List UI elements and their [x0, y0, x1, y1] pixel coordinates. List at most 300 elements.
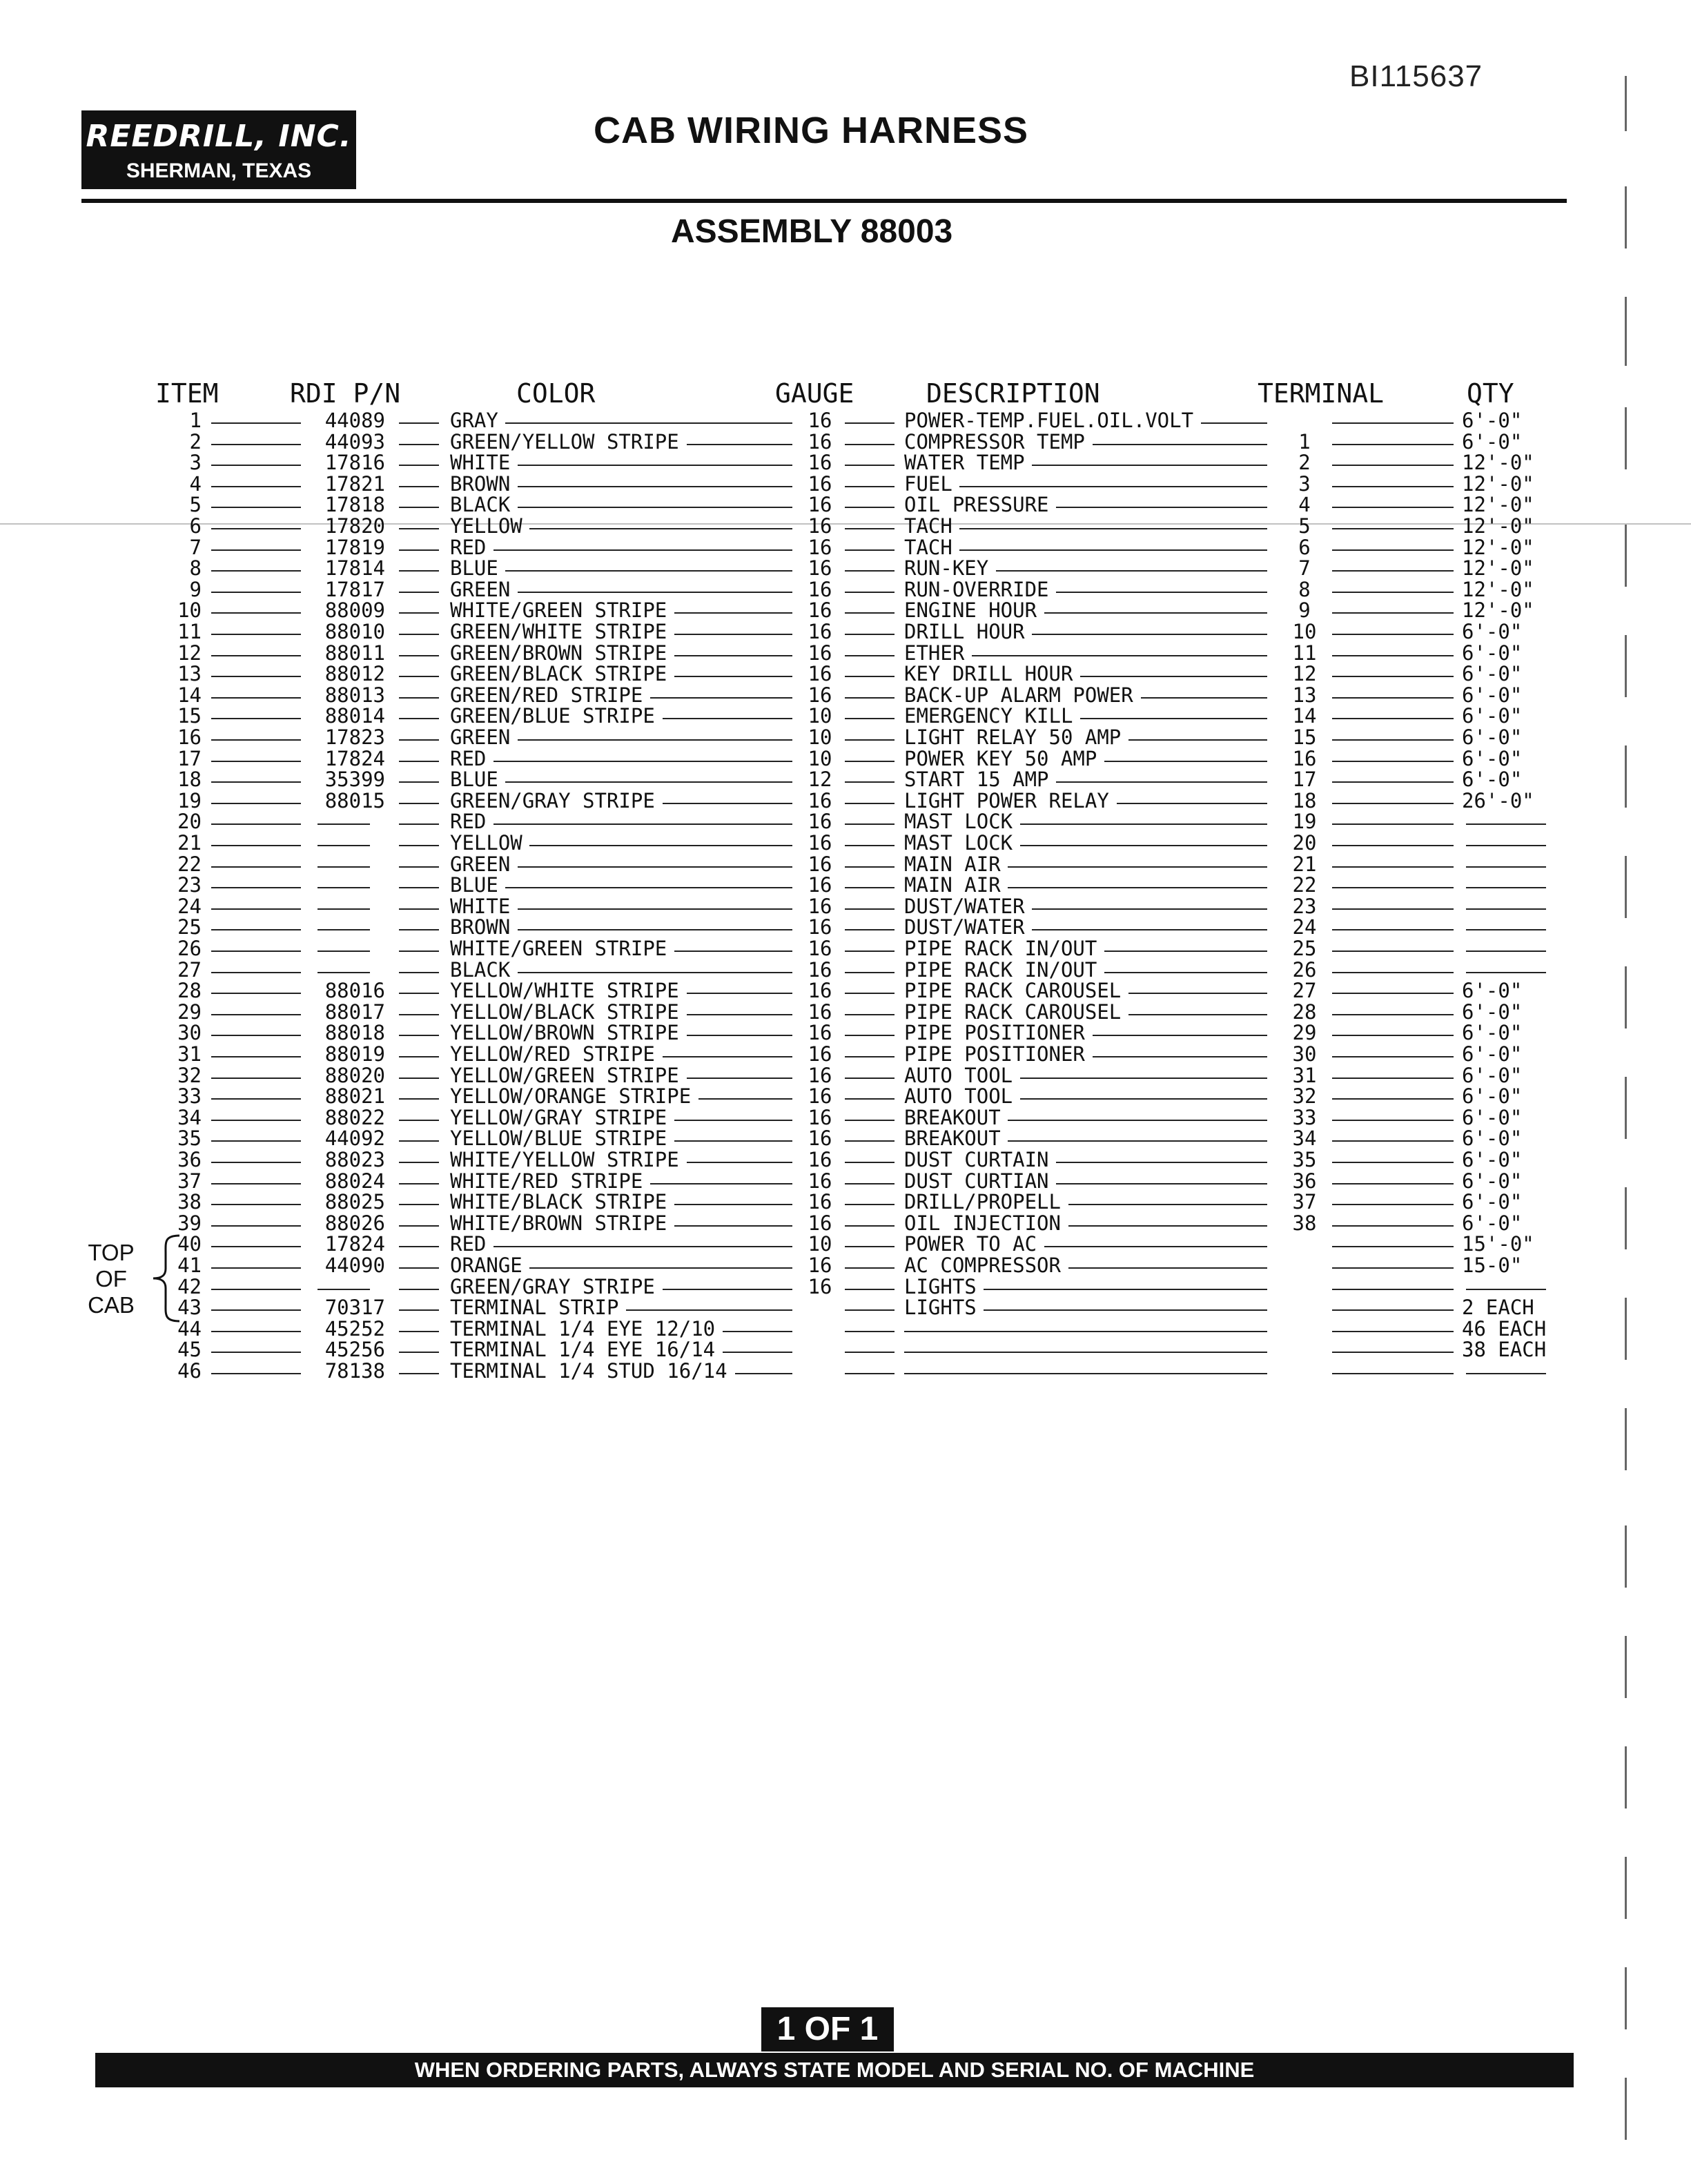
row-description: BREAKOUT	[904, 1105, 1001, 1129]
row-leader	[1068, 1267, 1268, 1269]
row-item-number: 6	[189, 514, 202, 538]
row-leader	[211, 1162, 301, 1163]
row-leader	[687, 1162, 793, 1163]
row-qty: 6'-0"	[1462, 1042, 1523, 1066]
row-terminal: 2	[1298, 451, 1311, 475]
row-leader	[1466, 823, 1546, 825]
row-leader	[211, 1309, 301, 1311]
row-leader	[1020, 823, 1268, 825]
row-leader	[399, 1373, 439, 1374]
row-part-number: 88017	[324, 1000, 385, 1024]
company-location: SHERMAN, TEXAS	[126, 159, 312, 182]
row-leader	[1020, 1098, 1268, 1100]
row-leader	[1080, 718, 1267, 719]
row-leader	[518, 507, 793, 508]
row-leader	[1332, 676, 1454, 677]
row-color: GREEN/YELLOW STRIPE	[450, 429, 679, 454]
row-terminal: 36	[1292, 1169, 1317, 1193]
row-item-number: 28	[177, 979, 202, 1003]
row-description: AUTO TOOL	[904, 1084, 1013, 1109]
row-color: RED	[450, 746, 487, 770]
footer-notice: WHEN ORDERING PARTS, ALWAYS STATE MODEL AND SERIAL NO. OF MACHINE	[95, 2053, 1574, 2087]
row-terminal: 12	[1292, 662, 1317, 686]
row-description: ETHER	[904, 641, 965, 665]
row-qty: 6'-0"	[1462, 704, 1523, 728]
row-gauge: 16	[808, 1063, 832, 1087]
row-item-number: 14	[177, 683, 202, 707]
row-leader	[845, 634, 895, 635]
header-terminal: TERMINAL	[1258, 378, 1385, 409]
row-color: TERMINAL 1/4 STUD 16/14	[450, 1359, 727, 1383]
row-color: YELLOW/GREEN STRIPE	[450, 1063, 679, 1087]
row-leader	[1332, 866, 1454, 868]
row-terminal: 27	[1292, 979, 1317, 1003]
row-leader	[399, 823, 439, 825]
row-terminal	[1277, 1234, 1332, 1254]
row-leader	[1093, 444, 1268, 445]
row-color: YELLOW/BLUE STRIPE	[450, 1127, 667, 1151]
row-leader	[493, 761, 793, 762]
row-leader	[1332, 1078, 1454, 1079]
row-leader	[1332, 887, 1454, 888]
row-item-number: 8	[189, 556, 202, 581]
row-color: BLUE	[450, 556, 498, 581]
row-description: ENGINE HOUR	[904, 598, 1037, 623]
row-qty	[1462, 875, 1565, 895]
row-color: BLACK	[450, 957, 511, 982]
row-leader	[211, 1035, 301, 1036]
row-leader	[317, 845, 370, 846]
row-leader	[1466, 1373, 1546, 1374]
row-leader	[505, 422, 792, 424]
row-color: TERMINAL STRIP	[450, 1296, 619, 1320]
row-leader	[845, 549, 895, 551]
row-leader	[211, 507, 301, 508]
row-leader	[399, 739, 439, 741]
row-leader	[505, 887, 792, 888]
row-color: GREEN/BLACK STRIPE	[450, 662, 667, 686]
row-leader	[1466, 1289, 1546, 1290]
row-leader	[663, 803, 793, 804]
header-item: ITEM	[155, 378, 219, 409]
row-leader	[1128, 739, 1267, 741]
row-color: GREEN/GRAY STRIPE	[450, 788, 655, 812]
row-gauge: 16	[808, 493, 832, 517]
row-qty: 6'-0"	[1462, 1021, 1523, 1045]
row-leader	[1128, 1014, 1267, 1015]
row-part-number: 88020	[324, 1063, 385, 1087]
row-leader	[845, 781, 895, 783]
row-gauge: 16	[808, 810, 832, 834]
row-leader	[1466, 908, 1546, 910]
row-leader	[1032, 465, 1267, 466]
row-leader	[1332, 1246, 1454, 1247]
row-leader	[1332, 908, 1454, 910]
row-gauge: 16	[808, 894, 832, 918]
row-leader	[1332, 1309, 1454, 1311]
row-leader	[518, 465, 793, 466]
row-leader	[211, 845, 301, 846]
row-leader	[211, 422, 301, 424]
row-color: YELLOW	[450, 831, 522, 855]
row-leader	[1466, 950, 1546, 952]
row-color: TERMINAL 1/4 EYE 12/10	[450, 1316, 716, 1340]
row-part-number	[304, 854, 385, 875]
row-gauge: 16	[808, 1084, 832, 1109]
row-qty: 15-0"	[1462, 1254, 1523, 1277]
row-color: YELLOW/GRAY STRIPE	[450, 1105, 667, 1129]
row-leader	[518, 929, 793, 930]
row-leader	[1332, 1140, 1454, 1142]
document-id: BI115637	[1349, 59, 1483, 93]
row-leader	[1056, 1183, 1267, 1184]
row-leader	[845, 950, 895, 952]
row-description: DUST/WATER	[904, 915, 1025, 939]
row-leader	[399, 866, 439, 868]
row-leader	[687, 444, 793, 445]
row-terminal: 11	[1292, 641, 1317, 665]
row-leader	[845, 718, 895, 719]
row-leader	[399, 422, 439, 424]
row-leader	[211, 1140, 301, 1142]
row-leader	[1141, 697, 1268, 699]
group-brace	[138, 1233, 186, 1324]
row-leader	[317, 823, 370, 825]
row-leader	[845, 1267, 895, 1269]
row-leader	[845, 444, 895, 445]
row-leader	[845, 739, 895, 741]
row-qty	[1462, 1276, 1565, 1297]
row-leader	[723, 1352, 792, 1353]
row-leader	[663, 1289, 793, 1290]
row-color: GREEN/RED STRIPE	[450, 683, 643, 707]
row-leader	[845, 887, 895, 888]
row-terminal: 8	[1298, 577, 1311, 601]
row-leader	[1332, 634, 1454, 635]
row-qty: 12'-0"	[1462, 493, 1534, 517]
row-leader	[984, 1309, 1267, 1311]
row-leader	[317, 908, 370, 910]
row-gauge: 16	[808, 451, 832, 475]
row-leader	[845, 592, 895, 593]
row-gauge: 16	[808, 915, 832, 939]
row-leader	[1080, 676, 1267, 677]
row-gauge: 10	[808, 725, 832, 749]
row-description: POWER TO AC	[904, 1232, 1037, 1256]
row-item-number: 35	[177, 1127, 202, 1151]
row-leader	[1332, 761, 1454, 762]
row-terminal: 26	[1292, 957, 1317, 982]
row-description: LIGHT POWER RELAY	[904, 788, 1109, 812]
row-leader	[845, 570, 895, 572]
row-leader	[1020, 1078, 1268, 1079]
row-gauge: 16	[808, 937, 832, 960]
row-leader	[650, 1183, 792, 1184]
row-qty: 12'-0"	[1462, 598, 1534, 623]
row-leader	[984, 1289, 1267, 1290]
row-leader	[845, 1309, 895, 1311]
row-color: YELLOW/WHITE STRIPE	[450, 979, 679, 1003]
row-part-number: 88023	[324, 1148, 385, 1171]
row-leader	[1128, 993, 1267, 994]
row-gauge: 16	[808, 1274, 832, 1298]
row-gauge: 16	[808, 1190, 832, 1214]
row-leader	[1032, 929, 1267, 930]
row-part-number	[304, 938, 385, 959]
row-leader	[493, 823, 793, 825]
row-leader	[1332, 1267, 1454, 1269]
row-leader	[317, 887, 370, 888]
row-leader	[1056, 592, 1267, 593]
row-leader	[399, 929, 439, 930]
row-leader	[845, 528, 895, 529]
row-color: GREEN	[450, 577, 511, 601]
row-leader	[1332, 1183, 1454, 1184]
row-description: RUN-OVERRIDE	[904, 577, 1049, 601]
row-qty: 6'-0"	[1462, 746, 1523, 770]
row-leader	[1104, 950, 1267, 952]
row-leader	[1332, 507, 1454, 508]
row-color: TERMINAL 1/4 EYE 16/14	[450, 1338, 716, 1362]
row-qty: 6'-0"	[1462, 1148, 1523, 1171]
row-leader	[211, 612, 301, 614]
row-description	[904, 1361, 1263, 1381]
row-part-number	[304, 959, 385, 980]
row-leader	[317, 950, 370, 952]
row-qty: 2 EACH	[1462, 1296, 1534, 1320]
row-leader	[1332, 444, 1454, 445]
row-leader	[845, 1225, 895, 1227]
row-part-number	[304, 832, 385, 853]
row-gauge: 16	[808, 577, 832, 601]
row-leader	[399, 570, 439, 572]
row-part-number: 17816	[324, 451, 385, 475]
row-gauge: 16	[808, 1148, 832, 1171]
row-leader	[211, 592, 301, 593]
row-qty: 15'-0"	[1462, 1232, 1534, 1256]
row-leader	[211, 528, 301, 529]
row-leader	[399, 507, 439, 508]
row-description: PIPE POSITIONER	[904, 1021, 1085, 1045]
row-item-number: 9	[189, 577, 202, 601]
row-qty: 6'-0"	[1462, 1169, 1523, 1193]
row-item-number: 42	[177, 1274, 202, 1298]
row-gauge: 16	[808, 873, 832, 897]
row-leader	[211, 1204, 301, 1205]
row-terminal	[1277, 410, 1332, 431]
row-leader	[674, 612, 792, 614]
row-item-number: 19	[177, 788, 202, 812]
row-leader	[845, 1331, 895, 1332]
row-qty: 6'-0"	[1462, 409, 1523, 432]
row-description: BREAKOUT	[904, 1127, 1001, 1151]
row-leader	[650, 697, 792, 699]
row-gauge: 16	[808, 1000, 832, 1024]
row-qty: 6'-0"	[1462, 683, 1523, 707]
row-leader	[674, 1225, 792, 1227]
row-part-number: 88009	[324, 598, 385, 623]
row-leader	[1332, 486, 1454, 487]
row-item-number: 23	[177, 873, 202, 897]
row-qty	[1462, 959, 1565, 980]
row-leader	[845, 1289, 895, 1290]
row-leader	[1332, 592, 1454, 593]
row-description: OIL PRESSURE	[904, 493, 1049, 517]
row-leader	[211, 929, 301, 930]
row-description: MAST LOCK	[904, 810, 1013, 834]
row-gauge: 16	[808, 514, 832, 538]
row-gauge: 16	[808, 598, 832, 623]
row-leader	[845, 1373, 895, 1374]
row-gauge: 16	[808, 1169, 832, 1193]
row-leader	[845, 866, 895, 868]
header-part-number: RDI P/N	[290, 378, 401, 409]
row-terminal: 15	[1292, 725, 1317, 749]
row-leader	[399, 1246, 439, 1247]
assembly-subtitle: ASSEMBLY 88003	[671, 213, 953, 250]
row-leader	[674, 1204, 792, 1205]
row-color: WHITE/BROWN STRIPE	[450, 1211, 667, 1235]
row-leader	[1332, 823, 1454, 825]
row-leader	[687, 1014, 793, 1015]
row-color: BLACK	[450, 493, 511, 517]
row-part-number	[304, 896, 385, 917]
row-gauge	[799, 1318, 841, 1339]
row-item-number: 10	[177, 598, 202, 623]
row-color: GREEN/BROWN STRIPE	[450, 641, 667, 665]
row-leader	[1332, 612, 1454, 614]
row-leader	[1332, 1204, 1454, 1205]
row-item-number: 32	[177, 1063, 202, 1087]
row-description: PIPE POSITIONER	[904, 1042, 1085, 1066]
row-item-number: 46	[177, 1359, 202, 1383]
row-terminal: 16	[1292, 746, 1317, 770]
row-part-number: 17824	[324, 1232, 385, 1256]
row-leader	[399, 655, 439, 656]
row-leader	[399, 528, 439, 529]
row-leader	[845, 1014, 895, 1015]
page-title: CAB WIRING HARNESS	[594, 110, 1029, 151]
row-part-number: 45252	[324, 1316, 385, 1340]
row-qty	[1462, 811, 1565, 832]
row-leader	[211, 908, 301, 910]
row-part-number: 88014	[324, 704, 385, 728]
row-description: PIPE RACK CAROUSEL	[904, 1000, 1122, 1024]
row-part-number: 17817	[324, 577, 385, 601]
row-gauge	[799, 1339, 841, 1360]
row-item-number: 25	[177, 915, 202, 939]
row-gauge: 16	[808, 471, 832, 496]
row-item-number: 18	[177, 768, 202, 792]
row-item-number: 3	[189, 451, 202, 475]
row-leader	[211, 1289, 301, 1290]
row-leader	[687, 1035, 793, 1036]
row-leader	[723, 1331, 792, 1332]
row-color: WHITE/YELLOW STRIPE	[450, 1148, 679, 1171]
row-color: BLUE	[450, 768, 498, 792]
row-description: AUTO TOOL	[904, 1063, 1013, 1087]
row-leader	[687, 993, 793, 994]
row-qty: 12'-0"	[1462, 577, 1534, 601]
group-label-of: OF	[95, 1266, 127, 1291]
row-description	[904, 1339, 1263, 1360]
row-leader	[211, 1352, 301, 1353]
row-color: YELLOW	[450, 514, 522, 538]
row-terminal: 33	[1292, 1105, 1317, 1129]
row-description: DRILL/PROPELL	[904, 1190, 1061, 1214]
row-leader	[211, 1331, 301, 1332]
row-qty: 6'-0"	[1462, 620, 1523, 643]
row-leader	[845, 422, 895, 424]
row-leader	[399, 465, 439, 466]
row-description: COMPRESSOR TEMP	[904, 429, 1085, 454]
row-leader	[518, 486, 793, 487]
row-color: RED	[450, 810, 487, 834]
row-qty	[1462, 1361, 1565, 1381]
row-qty: 6'-0"	[1462, 1000, 1523, 1024]
row-qty: 12'-0"	[1462, 514, 1534, 538]
row-leader	[996, 570, 1268, 572]
row-gauge: 16	[808, 1127, 832, 1151]
row-qty	[1462, 854, 1565, 875]
row-leader	[518, 592, 793, 593]
row-leader	[1332, 1289, 1454, 1290]
row-qty: 6'-0"	[1462, 979, 1523, 1003]
row-terminal: 32	[1292, 1084, 1317, 1109]
row-leader	[399, 1352, 439, 1353]
row-leader	[663, 718, 793, 719]
row-leader	[399, 781, 439, 783]
row-item-number: 1	[189, 409, 202, 432]
row-leader	[1332, 1035, 1454, 1036]
row-item-number: 24	[177, 894, 202, 918]
row-leader	[518, 908, 793, 910]
row-color: WHITE/BLACK STRIPE	[450, 1190, 667, 1214]
row-item-number: 13	[177, 662, 202, 686]
row-terminal: 25	[1292, 937, 1317, 960]
row-color: WHITE/GREEN STRIPE	[450, 598, 667, 623]
row-description: DUST CURTIAN	[904, 1169, 1049, 1193]
row-leader	[211, 697, 301, 699]
row-terminal	[1277, 1255, 1332, 1276]
row-part-number: 35399	[324, 768, 385, 792]
row-leader	[845, 1120, 895, 1121]
row-leader	[1466, 845, 1546, 846]
row-leader	[399, 1014, 439, 1015]
row-qty	[1462, 832, 1565, 853]
row-terminal: 1	[1298, 429, 1311, 454]
row-leader	[845, 486, 895, 487]
row-terminal: 3	[1298, 471, 1311, 496]
row-leader	[211, 1014, 301, 1015]
row-leader	[399, 676, 439, 677]
row-terminal: 4	[1298, 493, 1311, 517]
row-leader	[1056, 781, 1267, 783]
row-item-number: 30	[177, 1021, 202, 1045]
row-leader	[1332, 993, 1454, 994]
row-gauge: 16	[808, 979, 832, 1003]
row-part-number: 88026	[324, 1211, 385, 1235]
row-leader	[211, 549, 301, 551]
row-leader	[399, 993, 439, 994]
row-terminal: 30	[1292, 1042, 1317, 1066]
row-item-number: 38	[177, 1190, 202, 1214]
row-gauge: 16	[808, 409, 832, 432]
row-leader	[904, 1352, 1267, 1353]
row-leader	[211, 1246, 301, 1247]
row-qty: 6'-0"	[1462, 768, 1523, 792]
row-qty: 26'-0"	[1462, 788, 1534, 812]
